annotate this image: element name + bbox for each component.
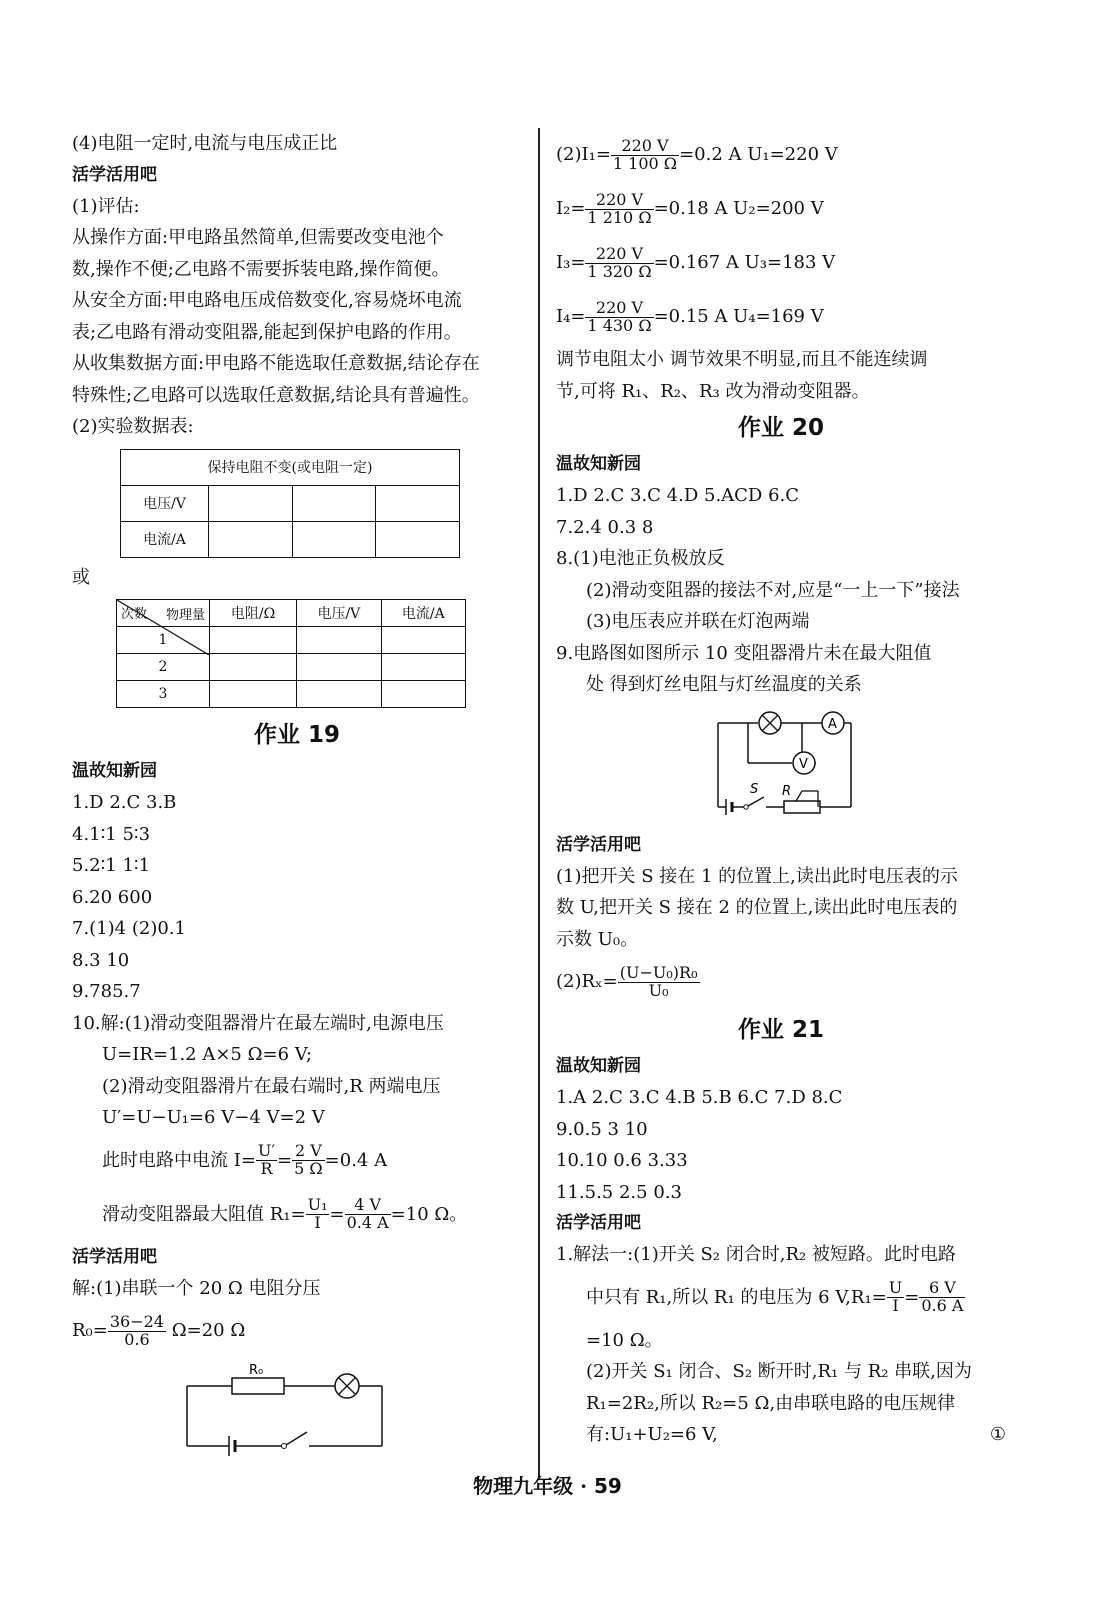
answer-line: 数 U,把开关 S 接在 2 的位置上,读出此时电压表的 — [556, 897, 958, 918]
text-line: 表;乙电路有滑动变阻器,能起到保护电路的作用。 — [72, 321, 462, 343]
section-heading: 活学活用吧 — [72, 164, 157, 185]
col-header: 电流/A — [381, 600, 465, 627]
answer-line: 10.10 0.6 3.33 — [556, 1150, 688, 1171]
text-line: (2)实验数据表: — [72, 416, 194, 437]
answer-line: 解:(1)串联一个 20 Ω 电阻分压 — [72, 1277, 321, 1299]
answer-line: 9.电路图如图所示 10 变阻器滑片未在最大阻值 — [556, 642, 932, 664]
answer-line: 有:U₁+U₂=6 V, ① — [556, 1419, 1006, 1451]
right-column — [556, 128, 1006, 1451]
answer-line: 8.(1)电池正负极放反 — [556, 548, 725, 569]
homework-title: 作业 21 — [737, 1017, 824, 1043]
answer-line: 11.5.5 2.5 0.3 — [556, 1181, 682, 1203]
fraction: $\frac{U}{I}$ — [888, 1278, 903, 1315]
diag-bottom-label: 次数 — [121, 607, 148, 622]
circuit-diagram-1 — [177, 1364, 507, 1464]
answer-line: 处 得到灯丝电阻与灯丝温度的关系 — [586, 674, 862, 695]
answer-line: 7.(1)4 (2)0.1 — [72, 918, 186, 939]
svg-text:V: V — [799, 756, 808, 772]
table-row-label: 电压/V — [121, 485, 209, 521]
fraction: $\frac{36-24}{0.6}$ — [109, 1311, 164, 1349]
data-table-1 — [120, 449, 460, 558]
answer-line: 8.3 10 — [72, 949, 130, 971]
resistor-icon — [232, 1378, 284, 1394]
text-line: 节,可将 R₁、R₂、R₃ 改为滑动变阻器。 — [556, 380, 870, 402]
fraction: $\frac{220 V}{1 210 \Omega}$ — [587, 189, 652, 227]
answer-line: (2)开关 S₁ 闭合、S₂ 断开时,R₁ 与 R₂ 串联,因为 — [586, 1361, 972, 1382]
answer-line: 6.20 600 — [72, 886, 153, 908]
answer-line: R₁=2R₂,所以 R₂=5 Ω,由串联电路的电压规律 — [586, 1392, 956, 1414]
table-header: 保持电阻不变(或电阻一定) — [121, 449, 460, 485]
homework-title: 作业 20 — [737, 415, 824, 441]
homework-title: 作业 19 — [253, 722, 340, 748]
diag-top-label: 物理量 — [165, 608, 205, 623]
formula-line: 中只有 R₁,所以 R₁ 的电压为 6 V,R₁= $\frac{U}{I}$ = $\frac{6 V}{0.6 A}$ — [586, 1278, 964, 1315]
answer-line: 4.1∶1 5∶3 — [72, 823, 151, 845]
answer-line: 示数 U₀。 — [556, 928, 639, 950]
answer-line: =10 Ω。 — [586, 1329, 663, 1351]
formula-line: I₃= $\frac{220 V}{1 320 \Omega}$ =0.167 A U₃=183 V — [556, 243, 836, 281]
section-heading: 活学活用吧 — [556, 1213, 641, 1233]
answer-line: (1)把开关 S 接在 1 的位置上,读出此时电压表的示 — [556, 865, 958, 887]
table-row-label: 电流/A — [121, 521, 209, 557]
switch-icon — [282, 1444, 287, 1449]
switch-icon — [744, 804, 748, 808]
text-line: 数,操作不便;乙电路不需要拆装电路,操作简便。 — [72, 258, 450, 280]
page-number: 59 — [594, 1474, 622, 1498]
text-line: (4)电阻一定时,电流与电压成正比 — [72, 133, 338, 154]
svg-text:A: A — [828, 716, 837, 732]
formula-line: (2)I₁= $\frac{220 V}{1 100 \Omega}$ =0.2 A U₁=220 V — [556, 135, 838, 173]
equation-number: ① — [989, 1424, 1006, 1445]
row-index: 3 — [117, 681, 210, 708]
answer-line: 1.A 2.C 3.C 4.B 5.B 6.C 7.D 8.C — [556, 1087, 843, 1108]
fraction: $\frac{\text{(U−U₀)R₀}}{\text{U₀}}$ — [619, 962, 698, 1000]
answer-line: U=IR=1.2 A×5 Ω=6 V; — [102, 1044, 313, 1065]
answer-line: (2)滑动变阻器的接法不对,应是“一上一下”接法 — [586, 579, 960, 601]
diagonal-header-cell — [117, 600, 210, 627]
text-line: 特殊性;乙电路可以选取任意数据,结论具有普遍性。 — [72, 384, 480, 406]
section-heading: 活学活用吧 — [72, 1246, 157, 1267]
svg-text:R: R — [782, 783, 792, 799]
answer-line: 10.解:(1)滑动变阻器滑片在最左端时,电源电压 — [72, 1012, 444, 1034]
formula-line: R₀= $\frac{36-24}{0.6}$ Ω=20 Ω — [72, 1311, 246, 1349]
resistor-label: R₀ — [249, 1364, 264, 1378]
section-heading: 温故知新园 — [556, 1056, 641, 1076]
answer-line: 1.D 2.C 3.B — [72, 792, 177, 813]
formula-line: I₂= $\frac{220 V}{1 210 \Omega}$ =0.18 A U₂=200 V — [556, 189, 824, 227]
section-heading: 温故知新园 — [556, 454, 641, 474]
column-divider — [538, 128, 540, 1478]
page-footer — [0, 1470, 1095, 1499]
text-line: 从操作方面:甲电路虽然简单,但需要改变电池个 — [72, 227, 444, 248]
text-line: (1)评估: — [72, 195, 140, 217]
row-index: 2 — [117, 654, 210, 681]
text-line: 调节电阻太小 调节效果不明显,而且不能连续调 — [556, 349, 928, 370]
text-line: 或 — [72, 566, 90, 588]
answer-line: 1.D 2.C 3.C 4.D 5.ACD 6.C — [556, 485, 800, 506]
answer-line: 1.解法一:(1)开关 S₂ 闭合时,R₂ 被短路。此时电路 — [556, 1244, 956, 1265]
circuit-diagram-2 — [706, 705, 1006, 825]
section-heading: 温故知新园 — [72, 761, 157, 781]
fraction: $\frac{U'}{R}$ — [257, 1141, 276, 1178]
fraction: $\frac{220 V}{1 430 \Omega}$ — [587, 297, 652, 335]
answer-line: 9.0.5 3 10 — [556, 1118, 648, 1140]
fraction: $\frac{220 V}{1 100 \Omega}$ — [612, 135, 678, 173]
answer-line: (3)电压表应并联在灯泡两端 — [586, 611, 810, 632]
left-column — [72, 128, 522, 1469]
row-index: 1 — [117, 627, 210, 654]
section-heading: 活学活用吧 — [556, 834, 641, 855]
answer-line: 7.2.4 0.3 8 — [556, 516, 654, 538]
answer-line: 5.2∶1 1∶1 — [72, 855, 151, 876]
svg-text:S: S — [750, 781, 759, 797]
text-line: 从收集数据方面:甲电路不能选取任意数据,结论存在 — [72, 353, 480, 374]
fraction: $\frac{6 V}{0.6 A}$ — [921, 1278, 964, 1315]
formula-line: I₄= $\frac{220 V}{1 430 \Omega}$ =0.15 A U₄=169 V — [556, 297, 824, 335]
data-table-2 — [116, 599, 466, 708]
fraction: $\frac{4 V}{0.4 A}$ — [346, 1195, 389, 1232]
answer-line: 9.785.7 — [72, 981, 141, 1002]
col-header: 电压/V — [297, 600, 381, 627]
answer-line: U′=U−U₁=6 V−4 V=2 V — [102, 1107, 325, 1128]
fraction: $\frac{220 V}{1 320 \Omega}$ — [587, 243, 652, 281]
col-header: 电阻/Ω — [210, 600, 297, 627]
fraction: $\frac{2 V}{5 \Omega}$ — [294, 1141, 323, 1178]
text-line: 从安全方面:甲电路电压成倍数变化,容易烧坏电流 — [72, 290, 462, 311]
fraction: $\frac{\text{U₁}}{I}$ — [307, 1195, 328, 1232]
footer-subject: 物理九年级 · — [473, 1474, 595, 1498]
formula-line: 此时电路中电流 I= $\frac{U'}{R}$ = $\frac{2 V}{5 \Omega}$ =0.4 A — [102, 1141, 388, 1178]
formula-line: 滑动变阻器最大阻值 R₁= $\frac{\text{U₁}}{I}$ = $\frac{4 V}{0.4 A}$ =10 Ω。 — [102, 1195, 468, 1232]
answer-line: (2)滑动变阻器滑片在最右端时,R 两端电压 — [102, 1075, 441, 1097]
formula-line: (2)Rₓ= $\frac{\text{(U−U₀)R₀}}{\text{U₀}}$ — [556, 962, 698, 1000]
rheostat-icon — [784, 801, 820, 813]
